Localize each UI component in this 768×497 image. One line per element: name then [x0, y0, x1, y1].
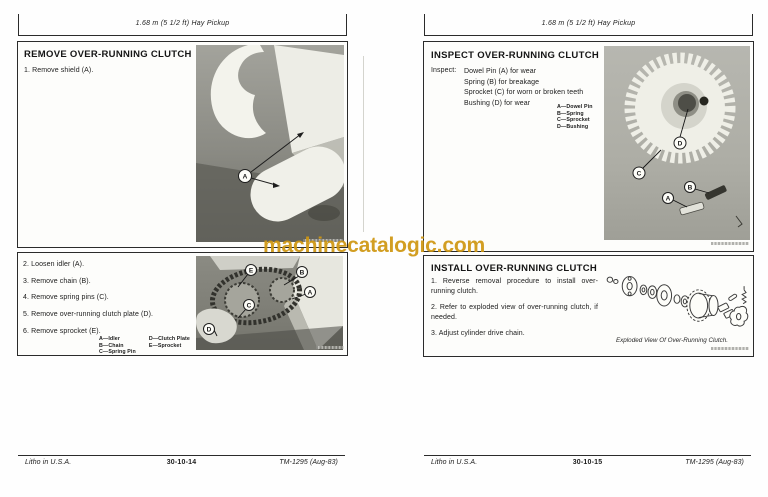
- install-section-title: INSTALL OVER-RUNNING CLUTCH: [431, 263, 598, 274]
- legend-item: B—Chain: [99, 342, 124, 349]
- inspect-item: Bushing (D) for wear: [464, 99, 531, 107]
- removal-step: 5. Remove over-running clutch plate (D).: [23, 311, 154, 319]
- install-section: [423, 255, 754, 357]
- exploded-view-drawing: [603, 264, 751, 336]
- inspect-item: Sprocket (C) for worn or broken teeth: [464, 89, 584, 96]
- manual-number: TM-1295 (Aug-83): [279, 459, 338, 466]
- shield-photo: [196, 45, 344, 242]
- install-step: 3. Adjust cylinder drive chain.: [431, 330, 525, 337]
- removal-step: 3. Remove chain (B).: [23, 277, 91, 285]
- litho-note: Litho in U.S.A.: [431, 459, 478, 466]
- running-header-left: [18, 14, 347, 36]
- callout-letter: B: [299, 269, 305, 277]
- running-header-right: [424, 14, 753, 36]
- legend-item: D—Bushing: [557, 123, 589, 130]
- removal-steps-list: [23, 261, 191, 345]
- manual-number: TM-1295 (Aug-83): [685, 459, 744, 466]
- remove-section-title: REMOVE OVER-RUNNING CLUTCH: [24, 49, 192, 60]
- chain-drive-photo: [196, 256, 343, 350]
- callout-letter: C: [636, 170, 642, 178]
- install-step: 2. Refer to exploded view of over-running clutch, if needed.: [431, 304, 598, 321]
- inspect-checklist: [431, 67, 583, 109]
- legend-item: C—Sprocket: [557, 117, 590, 123]
- inspect-item: Dowel Pin (A) for wear: [464, 68, 537, 75]
- inspect-section: [423, 41, 754, 252]
- callout-letter: B: [687, 184, 693, 192]
- page-footer-right: [424, 455, 751, 470]
- scan-edge-artifact: [363, 56, 364, 232]
- legend-item: A—Idler: [99, 336, 121, 342]
- install-step: 1. Reverse removal procedure to install over-running clutch.: [431, 278, 598, 295]
- removal-step: 2. Loosen idler (A).: [23, 261, 85, 268]
- inspect-item: Spring (B) for breakage: [464, 78, 540, 86]
- removal-step: 6. Remove sprocket (E).: [23, 327, 101, 335]
- callout-letter: A: [307, 289, 313, 297]
- litho-note: Litho in U.S.A.: [25, 459, 72, 466]
- callout-letter: D: [206, 326, 212, 334]
- page-number: 30-10-14: [166, 459, 197, 466]
- photo-code: [711, 242, 749, 245]
- sprocket-bore: [678, 94, 696, 112]
- page-number: 30-10-15: [572, 459, 603, 466]
- removal-steps-section: [17, 252, 348, 356]
- legend-item: B—Spring: [557, 110, 584, 117]
- remove-step-1: 1. Remove shield (A).: [24, 67, 94, 74]
- page-footer-left: [18, 455, 345, 470]
- removal-step: 4. Remove spring pins (C).: [23, 294, 109, 302]
- dowel-hole: [700, 97, 709, 106]
- parts-legend: [557, 104, 593, 130]
- inspect-section-title: INSPECT OVER-RUNNING CLUTCH: [431, 50, 600, 61]
- legend-item: D—Clutch Plate: [148, 336, 190, 342]
- running-header-right-text: 1.68 m (5 1/2 ft) Hay Pickup: [541, 20, 636, 27]
- inspect-label: Inspect:: [431, 67, 457, 74]
- callout-letter: A: [242, 173, 248, 181]
- sprocket-photo: [604, 46, 750, 240]
- callout-letter: C: [246, 302, 252, 310]
- photo-code: [316, 346, 344, 349]
- callout-letter: E: [248, 267, 254, 275]
- remove-section: [17, 41, 348, 248]
- exploded-view-caption: Exploded View Of Over-Running Clutch.: [615, 337, 729, 344]
- watermark-text: machinecatalogic.com: [263, 233, 486, 257]
- legend-item: E—Sprocket: [148, 342, 182, 349]
- parts-legend: [99, 336, 190, 356]
- running-header-left-text: 1.68 m (5 1/2 ft) Hay Pickup: [135, 20, 230, 27]
- legend-item: A—Dowel Pin: [557, 104, 593, 110]
- install-steps-list: [431, 277, 598, 346]
- legend-item: C—Spring Pin: [99, 349, 136, 355]
- callout-letter: D: [677, 140, 683, 148]
- callout-letter: A: [665, 195, 671, 203]
- sprocket-large: [225, 283, 259, 317]
- photo-code: [711, 347, 749, 350]
